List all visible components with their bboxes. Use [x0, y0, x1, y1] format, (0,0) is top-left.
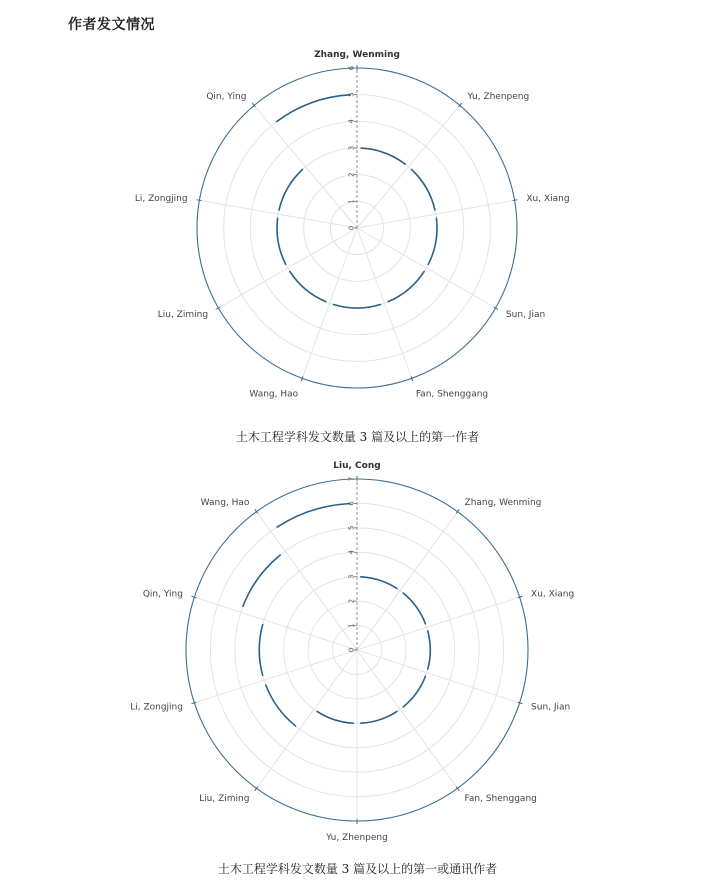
data-arc: [277, 218, 286, 264]
radial-tick-label: 0: [347, 225, 356, 231]
radial-tick-label: 3: [347, 574, 356, 579]
category-label: Fan, Shenggang: [415, 389, 489, 400]
category-label: Sun, Jian: [505, 310, 546, 320]
grid-spoke: [357, 597, 520, 650]
grid-spoke: [256, 647, 357, 788]
data-arc: [388, 272, 424, 302]
radial-tick-label: 2: [347, 172, 356, 177]
data-arc: [361, 148, 405, 164]
data-arc: [259, 625, 262, 676]
data-arc: [317, 711, 353, 723]
data-arc: [243, 555, 280, 606]
radial-tick-label: 3: [347, 145, 356, 151]
category-label: Wang, Hao: [200, 497, 250, 508]
category-label: Yu, Zhenpeng: [467, 92, 530, 103]
category-label: Xu, Xiang: [531, 589, 575, 600]
data-arc: [428, 218, 437, 264]
radial-tick-label: 4: [347, 119, 356, 124]
radial-tick-label: 6: [347, 501, 356, 506]
data-arc: [428, 631, 430, 669]
category-label: Liu, Ziming: [199, 794, 250, 805]
data-arc: [277, 504, 349, 527]
data-arc: [403, 593, 425, 624]
data-arc: [412, 169, 435, 210]
chart-caption-first-or-corresponding-author: 土木工程学科发文数量 3 篇及以上的第一或通讯作者: [217, 862, 498, 876]
grid-spoke: [357, 228, 412, 378]
grid-spoke: [256, 512, 357, 653]
grid-spoke: [218, 225, 357, 308]
radial-tick-label: 5: [347, 92, 356, 97]
category-label: Xu, Xiang: [526, 194, 570, 205]
radial-tick-label: 4: [347, 550, 356, 555]
grid-spoke: [357, 200, 515, 228]
grid-spoke: [199, 200, 357, 231]
category-label: Li, Zongjing: [130, 702, 183, 713]
category-label: Qin, Ying: [142, 589, 183, 600]
category-tick: [196, 200, 201, 201]
category-label: Liu, Cong: [333, 461, 381, 471]
category-label: Fan, Shenggang: [464, 794, 537, 805]
section-title: 作者发文情况: [68, 17, 155, 33]
data-arc: [361, 711, 397, 723]
chart-caption-first-author: 土木工程学科发文数量 3 篇及以上的第一作者: [235, 430, 480, 444]
category-label: Sun, Jian: [531, 702, 571, 713]
radial-tick-label: 1: [347, 199, 356, 204]
polar-chart-first-or-corresponding-author: [0, 461, 715, 843]
polar-chart-first-author: [0, 50, 715, 400]
category-label: Li, Zongjing: [134, 194, 188, 205]
data-arc: [403, 676, 425, 707]
grid-spoke: [357, 228, 496, 308]
grid-spoke: [194, 647, 357, 703]
grid-spoke: [357, 512, 458, 650]
radial-tick-label: 5: [347, 525, 356, 531]
category-label: Wang, Hao: [249, 389, 299, 400]
grid: [194, 503, 519, 821]
data-arc: [279, 169, 302, 210]
grid-spoke: [357, 650, 520, 703]
data-arc: [266, 685, 296, 726]
grid-spoke: [357, 650, 458, 788]
data-arc: [277, 95, 350, 122]
grid-spoke: [302, 225, 357, 378]
category-label: Zhang, Wenming: [464, 497, 542, 508]
radial-tick-label: 2: [347, 598, 356, 604]
radial-tick-label: 0: [347, 647, 356, 653]
data-arc: [361, 577, 397, 589]
radial-tick-label: 7: [347, 476, 356, 482]
data-arc: [290, 272, 326, 302]
category-label: Liu, Ziming: [157, 310, 209, 320]
category-label: Qin, Ying: [206, 92, 247, 103]
category-label: Zhang, Wenming: [314, 50, 400, 60]
category-label: Yu, Zhenpeng: [326, 833, 388, 843]
data-arc: [334, 305, 381, 308]
category-tick: [513, 200, 518, 201]
radial-tick-label: 1: [347, 623, 356, 628]
radial-tick-label: 6: [347, 65, 356, 71]
grid-spoke: [194, 597, 357, 653]
